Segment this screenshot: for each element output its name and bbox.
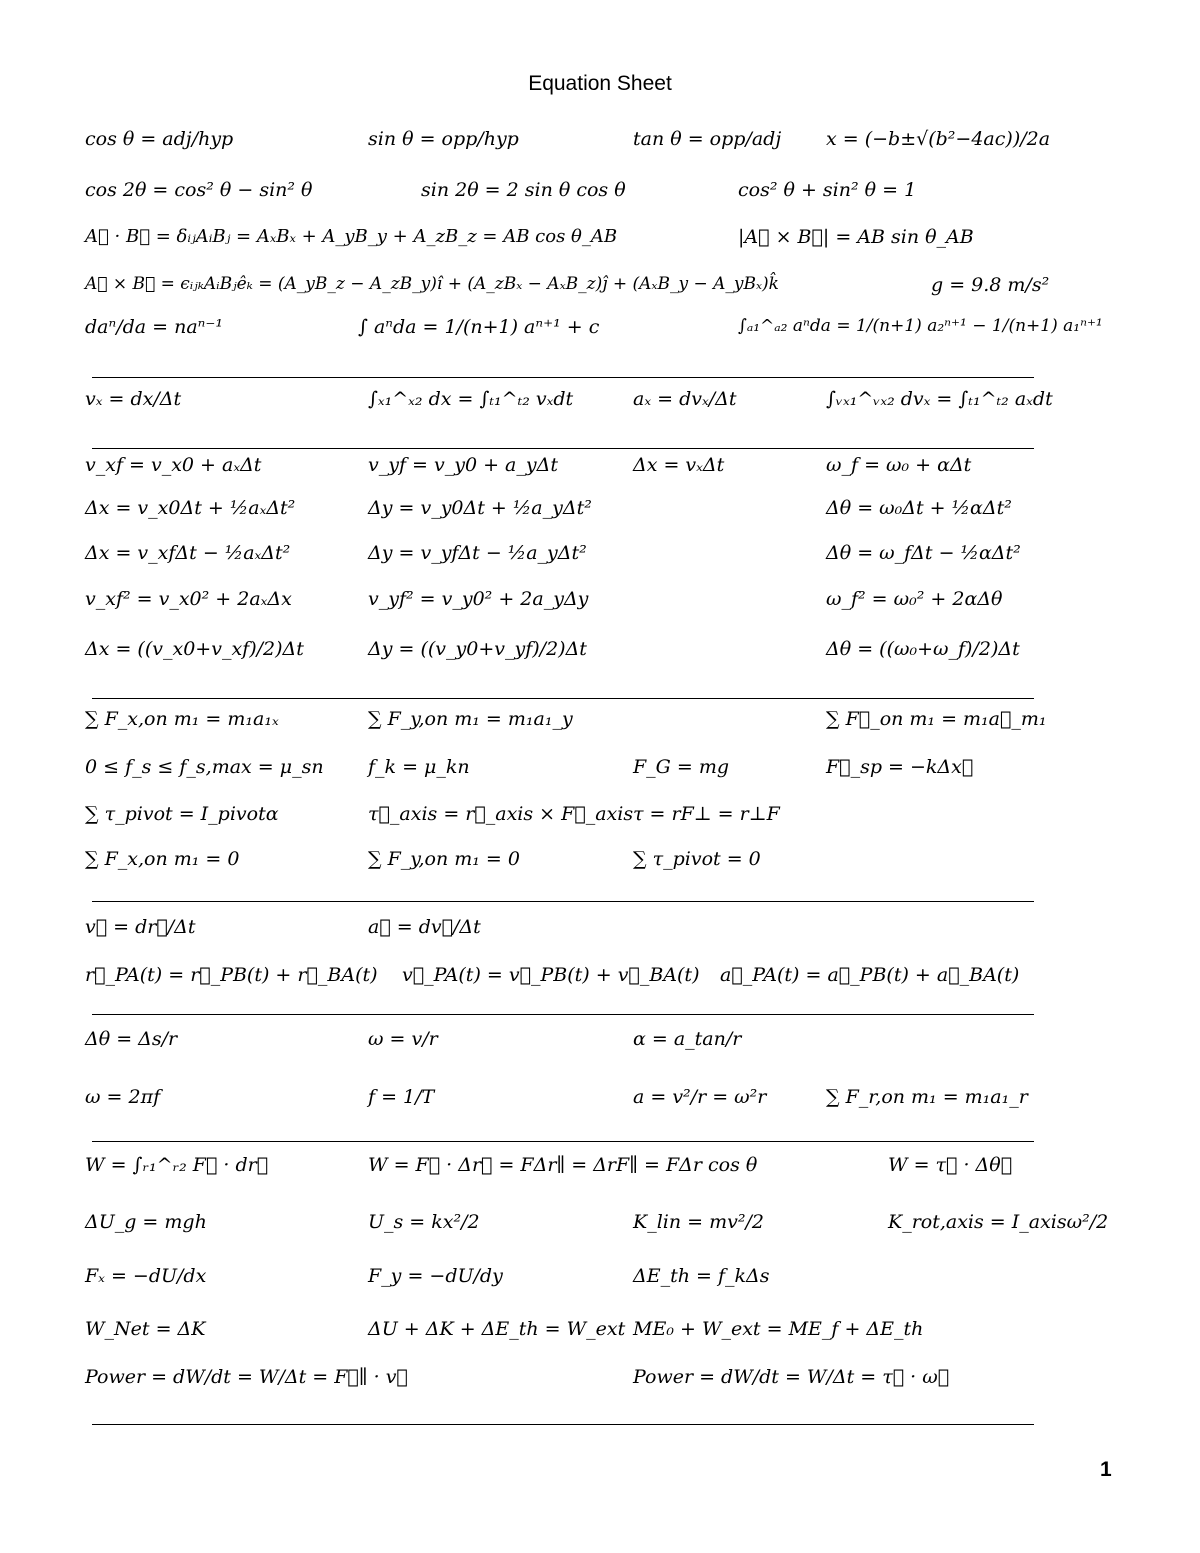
equation: ΔE_th = f_kΔs xyxy=(633,1265,770,1287)
equation: sin 2θ = 2 sin θ cos θ xyxy=(421,179,626,201)
equation: ω = v/r xyxy=(368,1028,438,1050)
equation: ME₀ + W_ext = ME_f + ΔE_th xyxy=(633,1318,924,1340)
equation: τ = rF⊥ = r⊥F xyxy=(633,803,780,825)
equation: K_lin = mv²/2 xyxy=(633,1211,764,1233)
equation: Δx = ((v_x0+v_xf)/2)Δt xyxy=(85,638,304,660)
section-divider xyxy=(92,1014,1034,1015)
equation: |A⃗ × B⃗| = AB sin θ_AB xyxy=(738,226,974,248)
equation: Δx = v_x0Δt + ½aₓΔt² xyxy=(85,497,296,519)
equation: Δy = ((v_y0+v_yf)/2)Δt xyxy=(368,638,587,660)
page-title: Equation Sheet xyxy=(528,72,672,95)
equation: ∑ F_x,on m₁ = 0 xyxy=(85,848,240,870)
equation: F_G = mg xyxy=(633,756,730,778)
equation: ∑ F_y,on m₁ = 0 xyxy=(368,848,520,870)
equation: ∫ᵥₓ₁^ᵥₓ₂ dvₓ = ∫ₜ₁^ₜ₂ aₓdt xyxy=(826,388,1053,410)
equation: ∑ F⃗_on m₁ = m₁a⃗_m₁ xyxy=(826,708,1047,730)
equation: ω = 2πf xyxy=(85,1086,161,1108)
section-divider xyxy=(92,1141,1034,1142)
equation: ΔU + ΔK + ΔE_th = W_ext xyxy=(368,1318,626,1340)
equation: tan θ = opp/adj xyxy=(633,128,782,150)
equation: r⃗_PA(t) = r⃗_PB(t) + r⃗_BA(t) xyxy=(85,964,378,986)
equation: cos 2θ = cos² θ − sin² θ xyxy=(85,179,313,201)
equation: ∑ F_x,on m₁ = m₁a₁ₓ xyxy=(85,708,279,730)
equation: Δx = v_xfΔt − ½aₓΔt² xyxy=(85,542,291,564)
equation: τ⃗_axis = r⃗_axis × F⃗_axis xyxy=(368,803,634,825)
equation: f = 1/T xyxy=(368,1086,435,1108)
equation: ΔU_g = mgh xyxy=(85,1211,207,1233)
equation: Δy = v_yfΔt − ½a_yΔt² xyxy=(368,542,587,564)
equation: Δy = v_y0Δt + ½a_yΔt² xyxy=(368,497,592,519)
equation: Δx = vₓΔt xyxy=(633,454,725,476)
equation: cos θ = adj/hyp xyxy=(85,128,234,150)
equation: Power = dW/dt = W/Δt = τ⃗ · ω⃗ xyxy=(633,1366,950,1388)
equation: ω_f = ω₀ + αΔt xyxy=(826,454,972,476)
section-divider xyxy=(92,448,1034,449)
equation: 0 ≤ f_s ≤ f_s,max = μ_sn xyxy=(85,756,324,778)
equation: ∑ τ_pivot = 0 xyxy=(633,848,761,870)
equation: Δθ = ω₀Δt + ½αΔt² xyxy=(826,497,1012,519)
page-number: 1 xyxy=(1100,1458,1112,1481)
equation: W = F⃗ · Δr⃗ = FΔr∥ = ΔrF∥ = FΔr cos θ xyxy=(368,1154,758,1176)
equation: ∑ F_r,on m₁ = m₁a₁_r xyxy=(826,1086,1028,1108)
equation: Δθ = Δs/r xyxy=(85,1028,178,1050)
equation: v_yf² = v_y0² + 2a_yΔy xyxy=(368,588,589,610)
equation: W = τ⃗ · Δθ⃗ xyxy=(888,1154,1013,1176)
equation: K_rot,axis = I_axisω²/2 xyxy=(888,1211,1109,1233)
equation: F⃗_sp = −kΔx⃗ xyxy=(826,756,974,778)
equation: Δθ = ω_fΔt − ½αΔt² xyxy=(826,542,1021,564)
equation: cos² θ + sin² θ = 1 xyxy=(738,179,917,201)
equation: a⃗ = dv⃗/Δt xyxy=(368,916,481,938)
section-divider xyxy=(92,377,1034,378)
equation: x = (−b±√(b²−4ac))/2a xyxy=(826,128,1051,150)
equation: v_yf = v_y0 + a_yΔt xyxy=(368,454,558,476)
equation: ∑ τ_pivot = I_pivotα xyxy=(85,803,279,825)
equation: α = a_tan/r xyxy=(633,1028,742,1050)
equation: ∫ₓ₁^ₓ₂ dx = ∫ₜ₁^ₜ₂ vₓdt xyxy=(368,388,574,410)
equation: v_xf² = v_x0² + 2aₓΔx xyxy=(85,588,292,610)
equation: ∫ aⁿda = 1/(n+1) aⁿ⁺¹ + c xyxy=(358,316,600,338)
equation: A⃗ × B⃗ = ϵᵢⱼₖAᵢBⱼêₖ = (A_yB_z − A_zB_y)î + (A_zBₓ − AₓB_z)ĵ + (AₓB_y − A_yBₓ)k̂ xyxy=(85,274,779,294)
equation: sin θ = opp/hyp xyxy=(368,128,519,150)
equation: aₓ = dvₓ/Δt xyxy=(633,388,737,410)
equation: A⃗ · B⃗ = δᵢⱼAᵢBⱼ = AₓBₓ + A_yB_y + A_zB_z = AB cos θ_AB xyxy=(85,226,618,247)
section-divider xyxy=(92,698,1034,699)
equation: F_y = −dU/dy xyxy=(368,1265,503,1287)
equation: Fₓ = −dU/dx xyxy=(85,1265,207,1287)
equation: v⃗ = dr⃗/Δt xyxy=(85,916,196,938)
section-divider xyxy=(92,901,1034,902)
equation: a = v²/r = ω²r xyxy=(633,1086,767,1108)
equation: ∫ₐ₁^ₐ₂ aⁿda = 1/(n+1) a₂ⁿ⁺¹ − 1/(n+1) a₁ⁿ⁺¹ xyxy=(738,316,1103,336)
equation: ∑ F_y,on m₁ = m₁a₁_y xyxy=(368,708,573,730)
equation: a⃗_PA(t) = a⃗_PB(t) + a⃗_BA(t) xyxy=(720,964,1020,986)
equation: Δθ = ((ω₀+ω_f)/2)Δt xyxy=(826,638,1020,660)
equation: W_Net = ΔK xyxy=(85,1318,206,1340)
equation: vₓ = dx/Δt xyxy=(85,388,182,410)
equation: g = 9.8 m/s² xyxy=(931,274,1050,296)
equation: Power = dW/dt = W/Δt = F⃗∥ · v⃗ xyxy=(85,1366,408,1388)
equation: v_xf = v_x0 + aₓΔt xyxy=(85,454,262,476)
equation: W = ∫ᵣ₁^ᵣ₂ F⃗ · dr⃗ xyxy=(85,1154,269,1176)
equation: f_k = μ_kn xyxy=(368,756,470,778)
equation: daⁿ/da = naⁿ⁻¹ xyxy=(85,316,223,338)
equation: v⃗_PA(t) = v⃗_PB(t) + v⃗_BA(t) xyxy=(402,964,700,986)
equation: U_s = kx²/2 xyxy=(368,1211,480,1233)
section-divider xyxy=(92,1424,1034,1425)
equation: ω_f² = ω₀² + 2αΔθ xyxy=(826,588,1003,610)
